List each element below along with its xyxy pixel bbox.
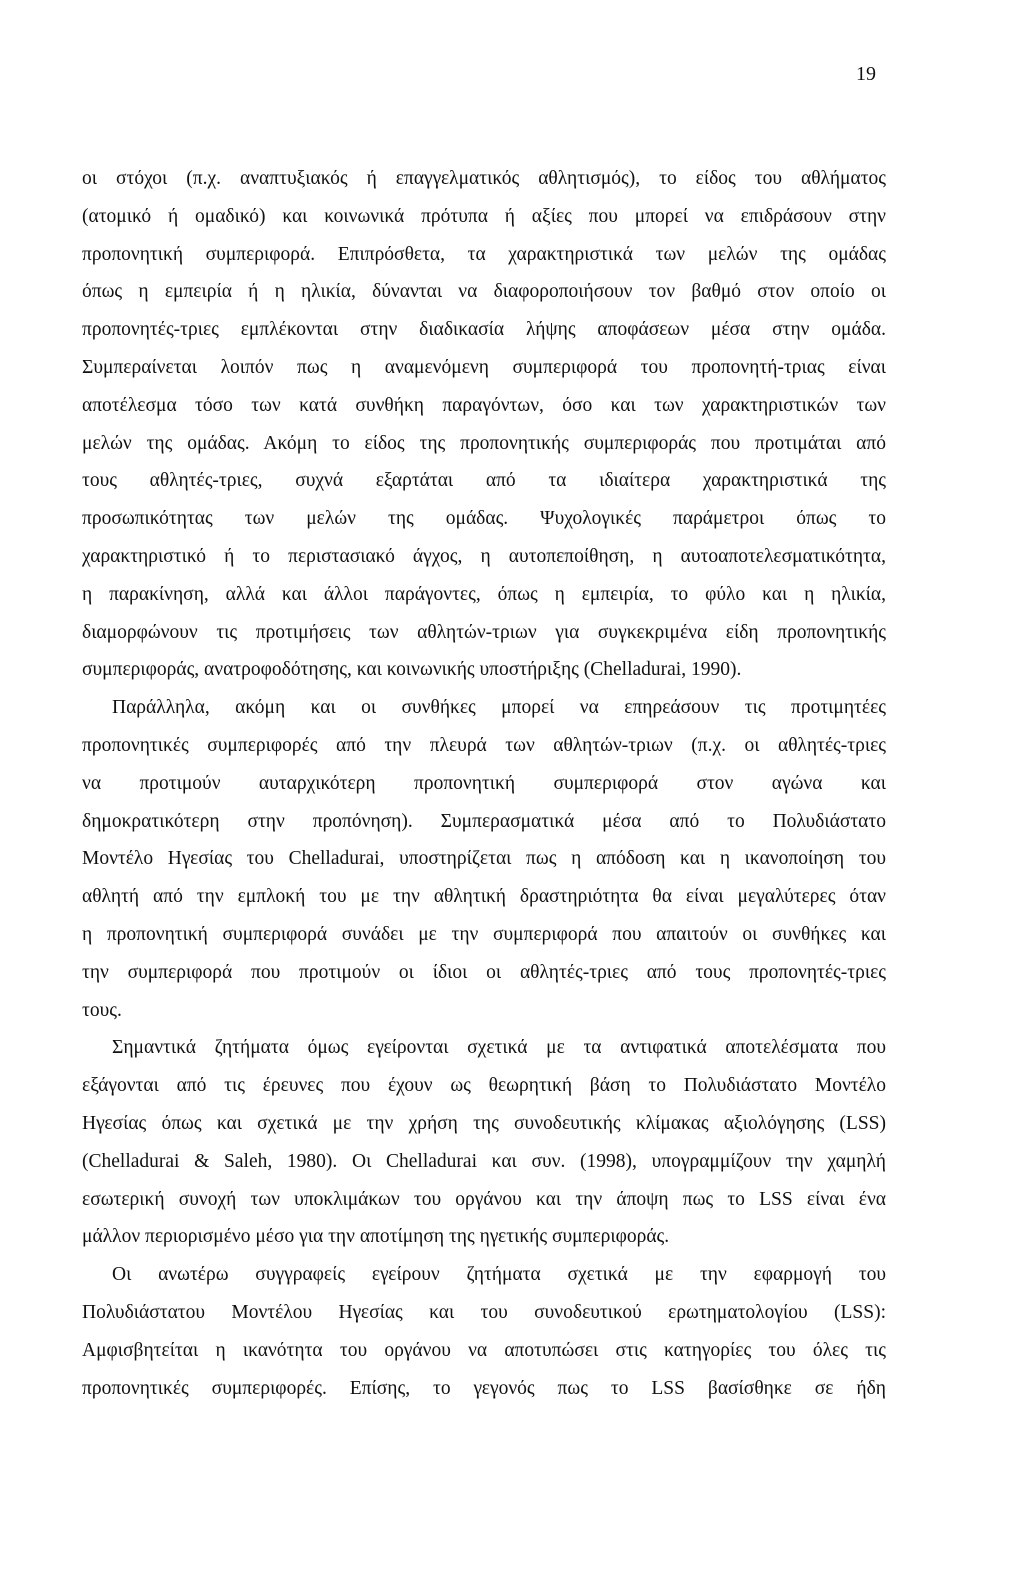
- text-line: η παρακίνηση, αλλά και άλλοι παράγοντες, όπως η εμπειρία, το φύλο και η ηλικία,: [82, 583, 886, 605]
- text-line: τους αθλητές-τριες, συχνά εξαρτάται από τα ιδιαίτερα χαρακτηριστικά της: [82, 470, 886, 492]
- text-line: αποτέλεσμα τόσο των κατά συνθήκη παραγόντων, όσο και των χαρακτηριστικών των: [82, 394, 886, 416]
- text-line: όπως η εμπειρία ή η ηλικία, δύνανται να διαφοροποιήσουν τον βαθμό στον οποίο οι: [82, 281, 886, 303]
- paragraph: [82, 689, 886, 1029]
- text-line: εξάγονται από τις έρευνες που έχουν ως θεωρητική βάση το Πολυδιάστατο Μοντέλο: [82, 1075, 886, 1097]
- text-line: Σημαντικά ζητήματα όμως εγείρονται σχετικά με τα αντιφατικά αποτελέσματα που: [112, 1037, 886, 1059]
- text-line: δημοκρατικότερη στην προπόνηση). Συμπερασματικά μέσα από το Πολυδιάστατο: [82, 810, 886, 832]
- text-line: (ατομικό ή ομαδικό) και κοινωνικά πρότυπα ή αξίες που μπορεί να επιδράσουν στην: [82, 205, 886, 227]
- text-line: μελών της ομάδας. Ακόμη το είδος της προπονητικής συμπεριφοράς που προτιμάται από: [82, 432, 886, 454]
- text-line: μάλλον περιορισμένο μέσο για την αποτίμηση της ηγετικής συμπεριφοράς.: [82, 1226, 670, 1248]
- text-line: Ηγεσίας όπως και σχετικά με την χρήση της συνοδευτικής κλίμακας αξιολόγησης (LSS): [82, 1112, 886, 1134]
- text-line: να προτιμούν αυταρχικότερη προπονητική συμπεριφορά στον αγώνα και: [82, 772, 886, 794]
- text-line: Αμφισβητείται η ικανότητα του οργάνου να αποτυπώσει στις κατηγορίες του όλες τις: [82, 1339, 886, 1361]
- text-line: αθλητή από την εμπλοκή του με την αθλητική δραστηριότητα θα είναι μεγαλύτερες όταν: [82, 886, 886, 908]
- text-line: Συμπεραίνεται λοιπόν πως η αναμενόμενη συμπεριφορά του προπονητή-τριας είναι: [82, 356, 886, 378]
- text-line: εσωτερική συνοχή των υποκλιμάκων του οργάνου και την άποψη πως το LSS είναι ένα: [82, 1188, 886, 1210]
- paragraph: [82, 1256, 886, 1407]
- text-line: προπονητές-τριες εμπλέκονται στην διαδικασία λήψης αποφάσεων μέσα στην ομάδα.: [82, 319, 886, 341]
- paragraph: [82, 1029, 886, 1256]
- page-number: 19: [856, 63, 876, 85]
- text-line: τους.: [82, 999, 122, 1021]
- text-line: Οι ανωτέρω συγγραφείς εγείρουν ζητήματα σχετικά με την εφαρμογή του: [112, 1264, 886, 1286]
- body-text: [82, 160, 886, 1407]
- text-line: συμπεριφοράς, ανατροφοδότησης, και κοινωνικής υποστήριξης (Chelladurai, 1990).: [82, 659, 742, 681]
- text-line: προπονητική συμπεριφορά. Επιπρόσθετα, τα χαρακτηριστικά των μελών της ομάδας: [82, 243, 886, 265]
- text-line: προσωπικότητας των μελών της ομάδας. Ψυχολογικές παράμετροι όπως το: [82, 508, 886, 530]
- text-line: την συμπεριφορά που προτιμούν οι ίδιοι οι αθλητές-τριες από τους προπονητές-τριες: [82, 961, 886, 983]
- text-line: η προπονητική συμπεριφορά συνάδει με την συμπεριφορά που απαιτούν οι συνθήκες και: [82, 923, 886, 945]
- text-line: οι στόχοι (π.χ. αναπτυξιακός ή επαγγελματικός αθλητισμός), το είδος του αθλήματος: [82, 168, 886, 189]
- text-line: προπονητικές συμπεριφορές. Επίσης, το γεγονός πως το LSS βασίσθηκε σε ήδη: [82, 1377, 886, 1399]
- paragraph: [82, 160, 886, 689]
- text-line: προπονητικές συμπεριφορές από την πλευρά των αθλητών-τριων (π.χ. οι αθλητές-τριες: [82, 734, 886, 756]
- text-line: διαμορφώνουν τις προτιμήσεις των αθλητών-τριων για συγκεκριμένα είδη προπονητικής: [82, 621, 886, 643]
- text-line: Πολυδιάστατου Μοντέλου Ηγεσίας και του συνοδευτικού ερωτηματολογίου (LSS):: [82, 1301, 886, 1323]
- text-line: χαρακτηριστικό ή το περιστασιακό άγχος, η αυτοπεποίθηση, η αυτοαποτελεσματικότητα,: [82, 545, 886, 567]
- text-line: Παράλληλα, ακόμη και οι συνθήκες μπορεί να επηρεάσουν τις προτιμητέες: [112, 697, 886, 719]
- text-line: (Chelladurai & Saleh, 1980). Οι Chelladurai και συν. (1998), υπογραμμίζουν την χαμηλή: [82, 1150, 886, 1172]
- text-line: Μοντέλο Ηγεσίας του Chelladurai, υποστηρίζεται πως η απόδοση και η ικανοποίηση του: [82, 848, 886, 870]
